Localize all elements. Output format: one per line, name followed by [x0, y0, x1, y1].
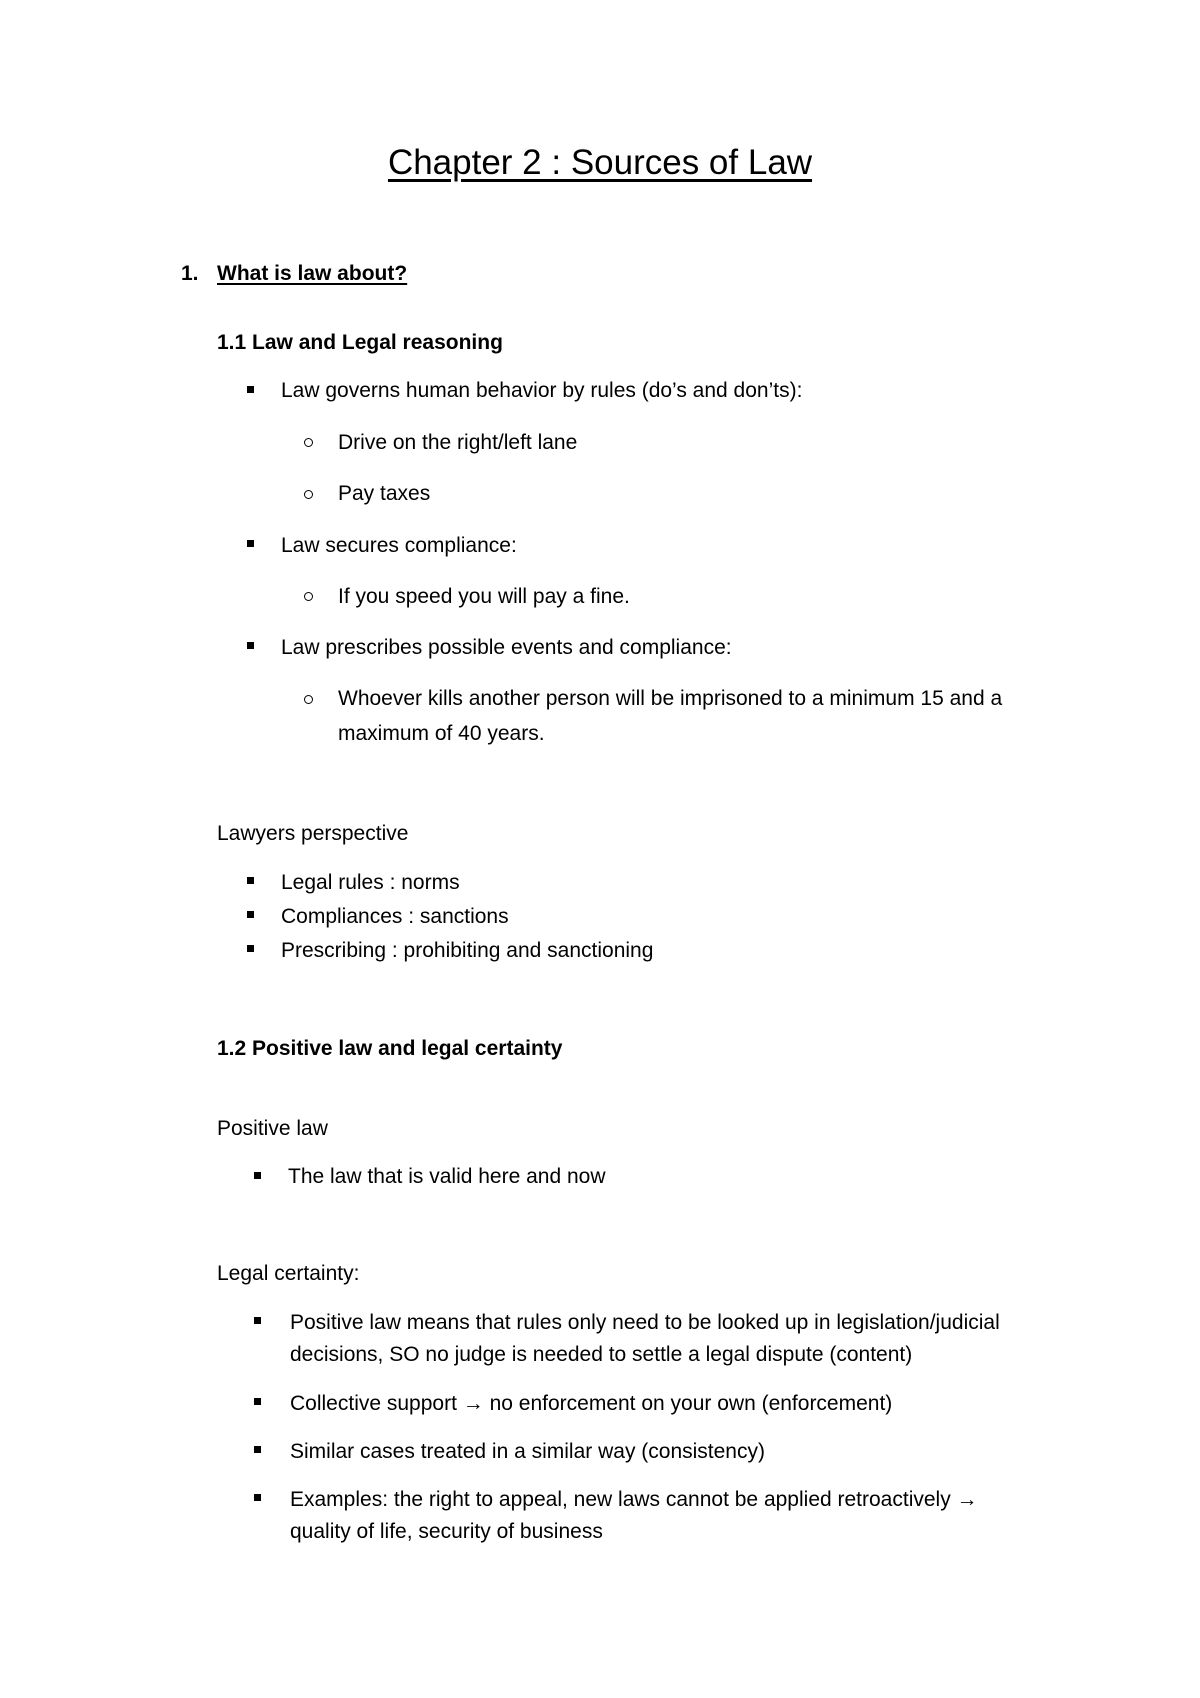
section-heading: What is law about?: [217, 262, 408, 285]
square-bullet-icon: [254, 1494, 261, 1501]
list-item-line: decisions, SO no judge is needed to settle a legal dispute (content): [290, 1343, 913, 1366]
square-bullet-icon: [254, 1172, 261, 1179]
square-bullet-icon: [247, 642, 254, 649]
sub-list-item-line: Whoever kills another person will be imprisoned to a minimum 15 and a: [338, 687, 1003, 710]
list-item: The law that is valid here and now: [288, 1165, 606, 1188]
circle-bullet-icon: [304, 592, 313, 601]
sub-list-item: Pay taxes: [338, 482, 431, 505]
list-item-line: Collective support → no enforcement on your own (enforcement): [290, 1392, 893, 1415]
legal-certainty-heading: Legal certainty:: [217, 1262, 360, 1285]
sub-list-item: If you speed you will pay a fine.: [338, 585, 630, 608]
square-bullet-icon: [247, 386, 254, 393]
subsection-heading: 1.1 Law and Legal reasoning: [217, 331, 503, 354]
circle-bullet-icon: [304, 438, 313, 447]
circle-bullet-icon: [304, 490, 313, 499]
list-item: Compliances : sanctions: [281, 905, 509, 928]
positive-law-heading: Positive law: [217, 1117, 328, 1140]
list-item: Legal rules : norms: [281, 871, 460, 894]
circle-bullet-icon: [304, 695, 313, 704]
list-item-line: Examples: the right to appeal, new laws cannot be applied retroactively →: [290, 1488, 978, 1511]
list-item-line: Similar cases treated in a similar way (consistency): [290, 1440, 765, 1463]
sub-list-item: Drive on the right/left lane: [338, 431, 578, 454]
square-bullet-icon: [254, 1398, 261, 1405]
lawyers-perspective-heading: Lawyers perspective: [217, 822, 409, 845]
sub-list-item-line: maximum of 40 years.: [338, 722, 545, 745]
list-item: Law governs human behavior by rules (do’s and don’ts):: [281, 379, 803, 402]
square-bullet-icon: [254, 1446, 261, 1453]
list-item: Law prescribes possible events and compliance:: [281, 636, 732, 659]
page-title: Chapter 2 : Sources of Law: [387, 143, 813, 182]
subsection-heading: 1.2 Positive law and legal certainty: [217, 1037, 563, 1060]
list-item: Prescribing : prohibiting and sanctioning: [281, 939, 654, 962]
square-bullet-icon: [247, 911, 254, 918]
square-bullet-icon: [247, 877, 254, 884]
square-bullet-icon: [254, 1317, 261, 1324]
list-item-line: quality of life, security of business: [290, 1520, 603, 1543]
list-item: Law secures compliance:: [281, 534, 517, 557]
square-bullet-icon: [247, 540, 254, 547]
section-number: 1.: [181, 262, 199, 285]
square-bullet-icon: [247, 945, 254, 952]
list-item-line: Positive law means that rules only need to be looked up in legislation/judicial: [290, 1311, 1000, 1334]
